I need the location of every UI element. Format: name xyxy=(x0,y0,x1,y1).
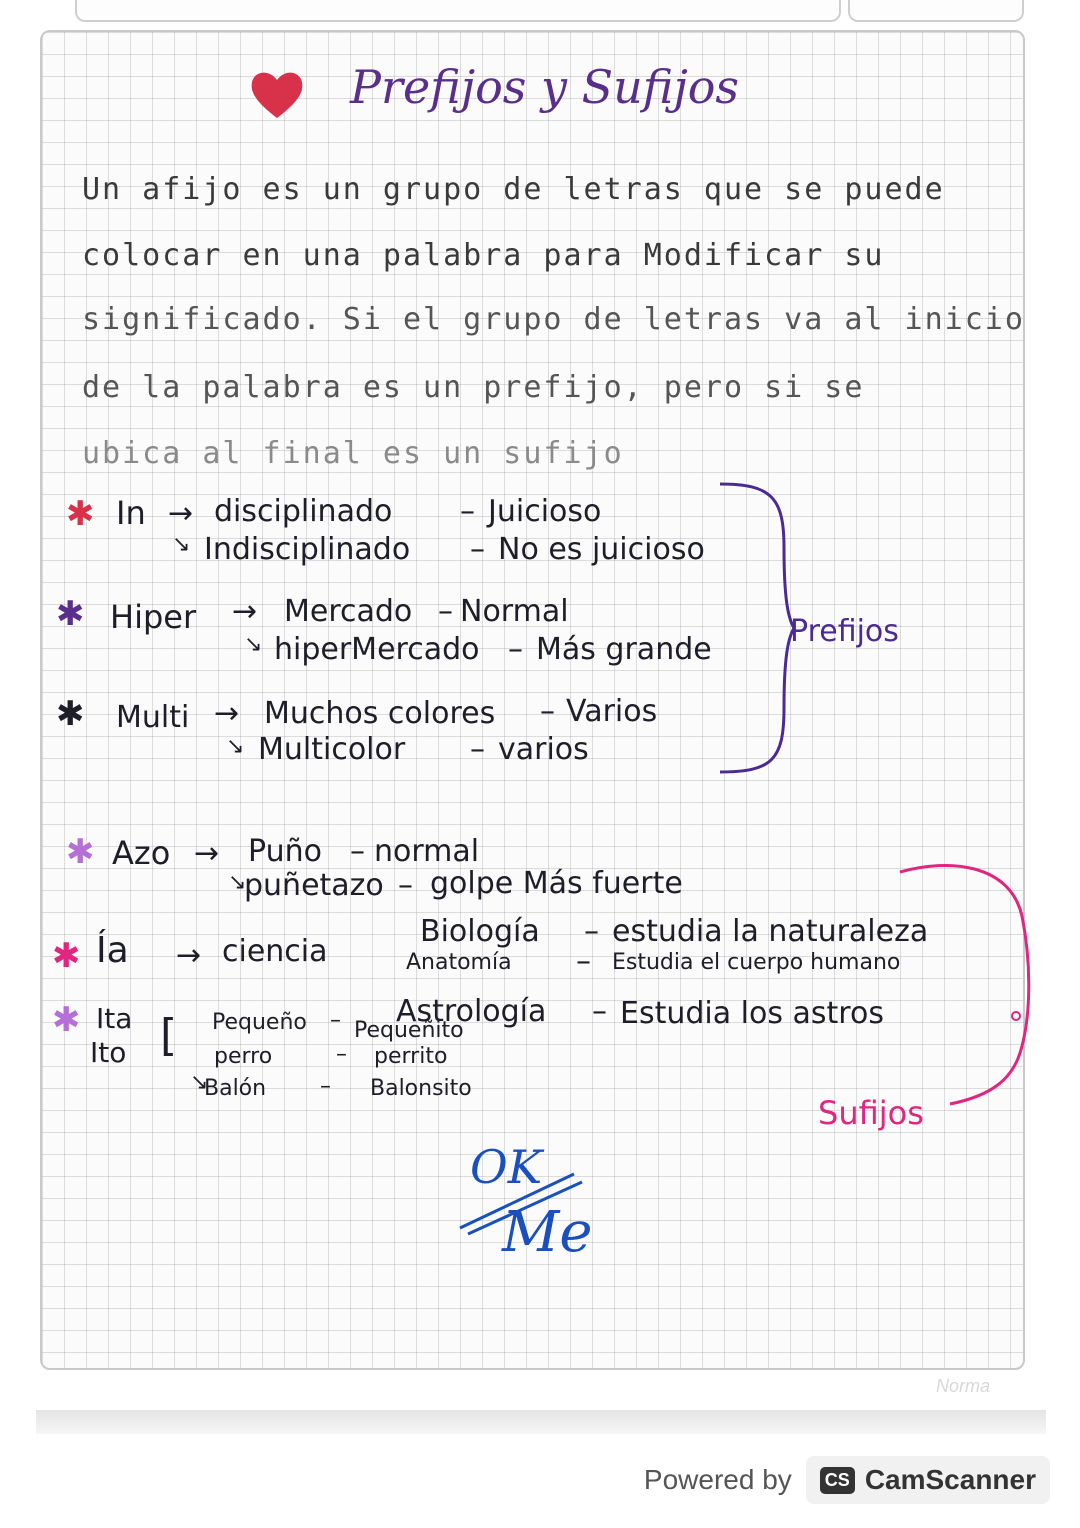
meaning-no-juicioso: No es juicioso xyxy=(498,532,705,567)
word-biologia: Biología xyxy=(420,914,540,949)
prefijos-brace xyxy=(712,478,802,778)
meaning-juicioso: Juicioso xyxy=(488,494,602,529)
arrow-icon: ↘ xyxy=(172,532,191,557)
word-perrito: perrito xyxy=(374,1044,448,1069)
notebook-brand: Norma xyxy=(936,1376,991,1396)
affix-in: In xyxy=(116,494,146,532)
word-mercado: Mercado xyxy=(284,594,413,629)
dash-1: – xyxy=(460,494,475,529)
affix-azo: Azo xyxy=(112,834,171,872)
meaning-golpe: golpe Más fuerte xyxy=(430,866,683,901)
affix-ita: Ita xyxy=(96,1002,133,1035)
prefijos-label: Prefijos xyxy=(790,614,899,649)
asterisk-icon: ✱ xyxy=(56,694,85,734)
word-pequeno: Pequeño xyxy=(212,1010,307,1035)
affix-ito: Ito xyxy=(90,1036,127,1069)
arrow-icon: → xyxy=(168,496,194,531)
dash-4: – xyxy=(508,632,523,667)
sufijos-label: Sufijos xyxy=(818,1094,924,1132)
arrow-icon: ↘ xyxy=(226,734,245,759)
word-ciencia: ciencia xyxy=(222,934,328,969)
notebook-top-strip-right xyxy=(848,0,1024,22)
powered-by-text: Powered by xyxy=(643,1464,792,1495)
arrow-icon: → xyxy=(232,594,258,629)
dash-14: – xyxy=(320,1074,331,1099)
paragraph-line-2: colocar en una palabra para Modificar su xyxy=(82,238,885,273)
arrow-icon: → xyxy=(194,836,220,871)
camscanner-badge xyxy=(806,1456,1050,1504)
dash-11: – xyxy=(592,994,607,1029)
meaning-varios-2: varios xyxy=(498,732,589,767)
meaning-normal-2: normal xyxy=(374,834,480,869)
notebook-top-strip xyxy=(75,0,841,22)
meaning-astrologia: Estudia los astros xyxy=(620,996,884,1031)
word-disciplinado: disciplinado xyxy=(214,494,393,529)
page-shadow xyxy=(36,1410,1046,1434)
word-indisciplinado: Indisciplinado xyxy=(204,532,411,567)
arrow-icon: ↘ xyxy=(190,1070,209,1095)
arrow-icon: → xyxy=(214,696,240,731)
meaning-varios: Varios xyxy=(566,694,658,729)
meaning-normal: Normal xyxy=(460,594,569,629)
dash-5: – xyxy=(540,694,555,729)
word-muchos-colores: Muchos colores xyxy=(264,696,496,731)
meaning-mas-grande: Más grande xyxy=(536,632,712,667)
word-multicolor: Multicolor xyxy=(258,732,406,767)
paragraph-line-5: ubica al final es un sufijo xyxy=(82,436,624,471)
arrow-icon: → xyxy=(176,938,202,973)
arrow-icon: ↘ xyxy=(244,632,263,657)
paragraph-line-4: de la palabra es un prefijo, pero si se xyxy=(82,370,865,405)
dash-3: – xyxy=(438,594,453,629)
word-balonsito: Balonsito xyxy=(370,1076,472,1101)
camscanner-footer xyxy=(644,1456,1050,1504)
asterisk-icon: ✱ xyxy=(52,936,81,976)
word-pequenito: Pequeñito xyxy=(354,1018,464,1043)
dash-6: – xyxy=(470,732,485,767)
asterisk-icon: ✱ xyxy=(52,1000,81,1040)
affix-ia: Ía xyxy=(96,930,129,971)
teacher-initials: Me xyxy=(502,1200,593,1265)
affix-hiper: Hiper xyxy=(110,598,197,636)
dash-10: – xyxy=(576,944,591,979)
word-punetazo: puñetazo xyxy=(244,868,384,903)
dash-8: – xyxy=(398,868,413,903)
paragraph-line-1: Un afijo es un grupo de letras que se puede xyxy=(82,172,945,207)
arrow-icon: ↘ xyxy=(228,870,247,895)
word-astrologia: Astrología xyxy=(396,994,547,1029)
word-anatomia: Anatomía xyxy=(406,950,512,975)
dash-7: – xyxy=(350,834,365,869)
asterisk-icon: ✱ xyxy=(66,832,95,872)
ok-mark: OK xyxy=(470,1140,543,1194)
heart-icon xyxy=(248,66,306,120)
dash-12: – xyxy=(330,1008,341,1033)
dash-9: – xyxy=(584,914,599,949)
word-balon: Balón xyxy=(204,1076,267,1101)
asterisk-icon: ✱ xyxy=(56,594,85,634)
camscanner-logo-icon: CS xyxy=(820,1467,855,1494)
bracket-icon: [ xyxy=(160,1010,178,1061)
asterisk-icon: ✱ xyxy=(66,494,95,534)
dash-13: – xyxy=(336,1042,347,1067)
page-title: Prefijos y Sufijos xyxy=(350,60,740,114)
meaning-biologia: estudia la naturaleza xyxy=(612,914,929,949)
dash-2: – xyxy=(470,532,485,567)
affix-multi: Multi xyxy=(116,700,190,735)
word-hipermercado: hiperMercado xyxy=(274,632,480,667)
word-puno: Puño xyxy=(248,834,322,869)
paragraph-line-3: significado. Si el grupo de letras va al inicio xyxy=(82,302,1025,337)
meaning-anatomia: Estudia el cuerpo humano xyxy=(612,950,901,975)
sufijos-brace xyxy=(890,856,1040,1116)
camscanner-brand: CamScanner xyxy=(864,1464,1036,1495)
word-perro: perro xyxy=(214,1044,273,1069)
